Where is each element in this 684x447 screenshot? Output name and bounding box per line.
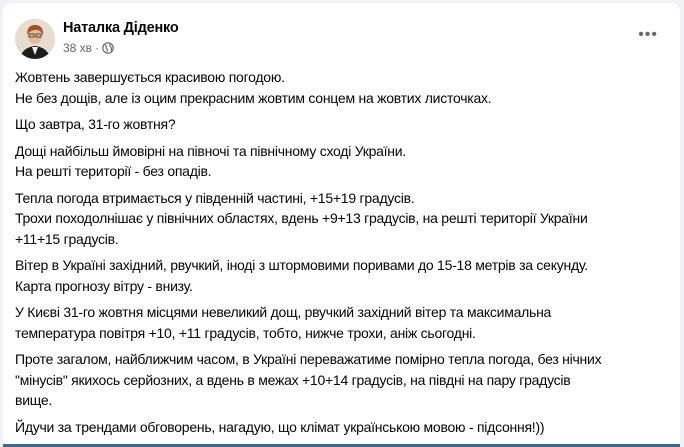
paragraph-line: Проте загалом, найближчим часом, в Україні переважатиме помірно тепла погода, без нічних [15, 351, 602, 367]
paragraph-line: Вітер в Україні західний, рвучкий, іноді з штормовими поривами до 15-18 метрів за секунду. [15, 257, 588, 273]
post-paragraph [15, 188, 675, 250]
paragraph-line: Тепла погода втримається у південній частині, +15+19 градусів. [15, 189, 415, 206]
paragraph-line: У Києві 31-го жовтня місцями невеликий дощ, рвучкий західний вітер та максимальна [15, 304, 552, 320]
paragraph-line: Трохи походолнішає у північних областях, вдень +9+13 градусів, на решті території України [15, 210, 588, 226]
post-paragraph [15, 349, 675, 411]
paragraph-line: Жовтень завершується красивою погодою. [15, 69, 285, 85]
paragraph-line: На решті території - без опадів. [15, 163, 212, 179]
avatar[interactable] [15, 19, 55, 59]
paragraph-line: +11+15 градусів. [15, 230, 119, 247]
paragraph-line: Карта прогнозу вітру - внизу. [15, 277, 193, 294]
paragraph-line: Що завтра, 31-го жовтня? [15, 116, 176, 132]
post-time[interactable]: 38 хв [63, 41, 93, 55]
post-card [3, 3, 680, 447]
meta-separator: · [95, 41, 100, 55]
post-text [15, 67, 675, 443]
globe-icon [102, 42, 114, 54]
paragraph-line: Йдучи за трендами обговорень, нагадую, що клімат українською мовою - підсоння!)) [15, 418, 545, 435]
post-paragraph [15, 114, 675, 135]
more-options-button[interactable]: ••• [638, 26, 658, 43]
post-paragraph [15, 417, 675, 438]
paragraph-line: температура повітря +10, +11 градусів, тобто, нижче трохи, аніж сьогодні. [15, 324, 476, 341]
post-paragraph [15, 255, 675, 296]
post-meta [63, 41, 114, 55]
post-paragraph [15, 141, 675, 182]
paragraph-line: Дощі найбільш ймовірні на півночі та північному сході України. [15, 142, 406, 159]
paragraph-line: "мінусів" якихось серйозних, а вдень в межах +10+14 градусів, на півдні на пару градусів [15, 371, 571, 388]
paragraph-line: Не без дощів, але із оцим прекрасним жовтим сонцем на жовтих листочках. [15, 89, 492, 106]
paragraph-line: вище. [15, 392, 53, 408]
author-name[interactable]: Наталка Діденко [63, 20, 179, 36]
post-paragraph [15, 302, 675, 343]
avatar-photo [15, 19, 55, 59]
post-paragraph [15, 67, 675, 108]
